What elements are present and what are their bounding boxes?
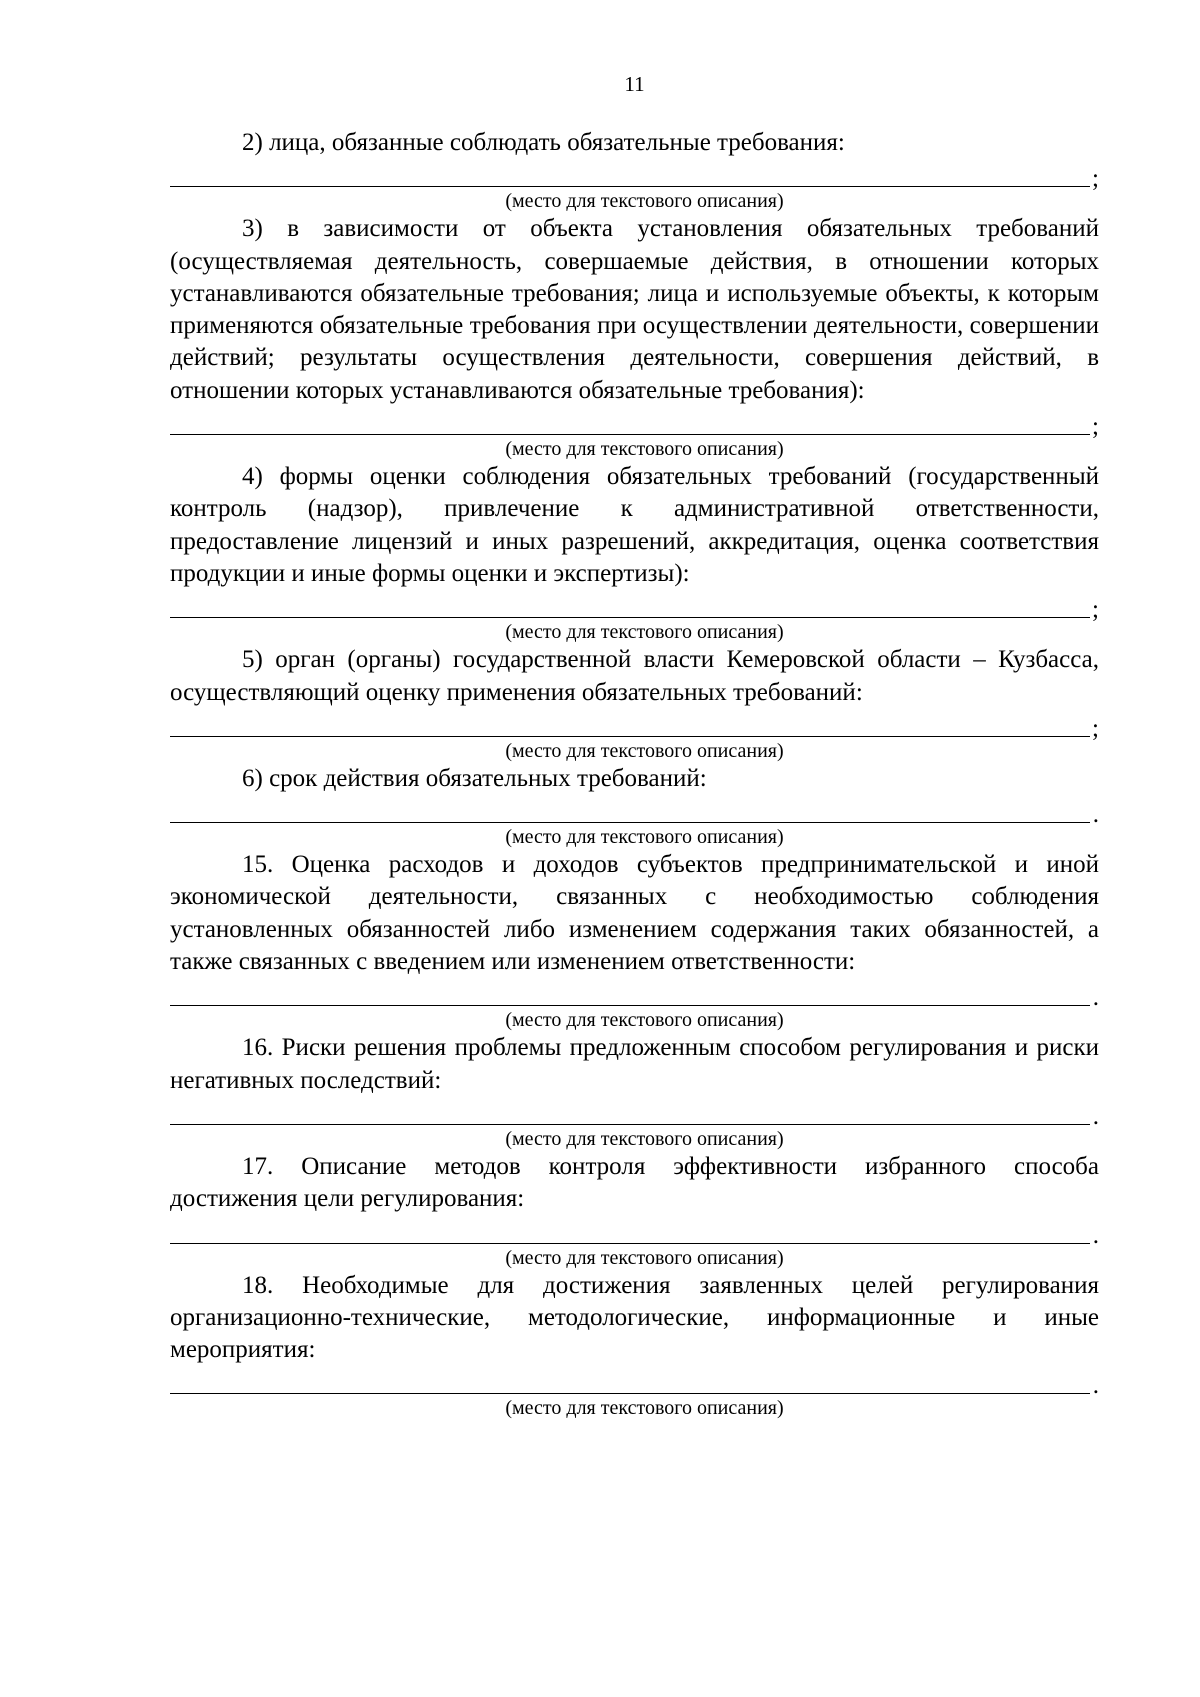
section-item-4 [170,461,1099,644]
item-text: 5) орган (органы) государственной власти Кемеровской области – Кузбасса, осуществляющий оценку применения обязательных требований: [170,646,1099,706]
section-item-3 [170,213,1099,461]
blank-caption: (место для текстового описания) [505,621,784,644]
page-number: 11 [624,72,645,96]
answer-blank[interactable] [170,159,1099,193]
document-body [170,127,1099,1420]
blank-caption: (место для текстового описания) [505,438,784,461]
blank-line [170,434,1090,435]
item-text: 15. Оценка расходов и доходов субъектов предпринимательской и иной экономической деятельности, связанных с необходимостью соблюдения установленных обязанностей либо изменением содержания таких обязанностей, а также связанных с введением или изменением ответственности: [170,851,1099,976]
line-end-mark: . [1092,1221,1099,1249]
line-end-mark: . [1092,1372,1099,1400]
item-text: 2) лица, обязанные соблюдать обязательные требования: [242,129,845,156]
line-end-mark: ; [1092,413,1099,441]
blank-caption: (место для текстового описания) [505,826,784,849]
section-15 [170,849,1099,1032]
item-text: 6) срок действия обязательных требований: [242,764,707,792]
blank-caption: (место для текстового описания) [505,739,784,762]
blank-line [170,736,1090,737]
answer-blank[interactable] [170,1216,1099,1249]
line-end-mark: ; [1092,165,1099,193]
item-text: 16. Риски решения проблемы предложенным способом регулирования и риски негативных последствий: [170,1034,1099,1094]
answer-blank[interactable] [170,590,1099,624]
item-text: 17. Описание методов контроля эффективности избранного способа достижения цели регулирования: [170,1152,1099,1213]
line-end-mark: . [1092,1102,1099,1130]
blank-caption: (место для текстового описания) [505,1397,784,1420]
blank-line [170,1005,1090,1006]
section-item-6 [170,763,1099,849]
blank-line [170,617,1090,618]
blank-caption: (место для текстового описания) [505,1009,784,1032]
blank-line [170,1124,1090,1125]
blank-caption: (место для текстового описания) [505,1127,784,1150]
blank-line [170,1393,1090,1394]
section-16 [170,1032,1099,1151]
line-end-mark: ; [1092,714,1099,742]
line-end-mark: . [1092,801,1099,829]
blank-line [170,1243,1090,1244]
item-text: 3) в зависимости от объекта установления обязательных требований (осуществляемая деятельность, совершаемые действия, в отношении которых устанавливаются обязательные требования; лица и используемые объекты, к которым применяются обязательные требования при осуществлении деятельности, совершении действий; результаты осуществления деятельности, совершения действий, в отношении которых устанавливаются обязательные требования): [170,215,1099,404]
section-item-5 [170,644,1099,763]
answer-blank[interactable] [170,1097,1099,1130]
section-item-2 [170,127,1099,213]
blank-caption: (место для текстового описания) [505,190,784,213]
answer-blank[interactable] [170,795,1099,829]
blank-caption: (место для текстового описания) [505,1246,784,1269]
section-17 [170,1151,1099,1270]
answer-blank[interactable] [170,1366,1099,1400]
line-end-mark: . [1092,984,1099,1012]
answer-blank[interactable] [170,407,1099,441]
line-end-mark: ; [1092,596,1099,624]
item-text: 4) формы оценки соблюдения обязательных требований (государственный контроль (надзор), привлечение к административной ответственности, предоставление лицензий и иных разрешений, аккредитация, оценка соответствия продукции и иные формы оценки и экспертизы): [170,463,1099,587]
section-18 [170,1270,1099,1421]
item-text: 18. Необходимые для достижения заявленных целей регулирования организационно-технические, методологические, информационные и иные мероприятия: [170,1271,1099,1364]
answer-blank[interactable] [170,978,1099,1012]
blank-line [170,186,1090,187]
blank-line [170,822,1090,823]
answer-blank[interactable] [170,709,1099,742]
